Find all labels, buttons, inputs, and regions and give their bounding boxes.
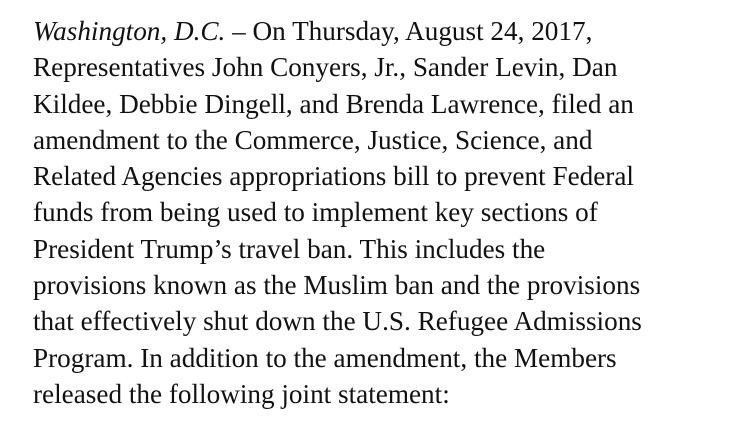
text-line-11: released the following joint statement: <box>33 378 450 409</box>
text-line-3: Kildee, Debbie Dingell, and Brenda Lawrence, filed an <box>33 88 634 119</box>
text-line-7: President Trump’s travel ban. This includes the <box>33 233 546 264</box>
text-line-10: Program. In addition to the amendment, the Members <box>33 342 617 373</box>
text-line-9: that effectively shut down the U.S. Refugee Admissions <box>33 306 642 337</box>
text-line-4: amendment to the Commerce, Justice, Science, and <box>33 124 593 155</box>
first-line-text: – On Thursday, August 24, 2017, <box>225 16 593 46</box>
text-line-1 <box>33 13 745 49</box>
text-line-2: Representatives John Conyers, Jr., Sander Levin, Dan <box>33 52 618 83</box>
text-line-8: provisions known as the Muslim ban and the provisions <box>33 270 641 301</box>
text-line-6: funds from being used to implement key sections of <box>33 197 598 228</box>
dateline: Washington, D.C. <box>33 16 226 46</box>
press-release-paragraph <box>33 13 745 412</box>
text-line-5: Related Agencies appropriations bill to prevent Federal <box>33 161 634 192</box>
